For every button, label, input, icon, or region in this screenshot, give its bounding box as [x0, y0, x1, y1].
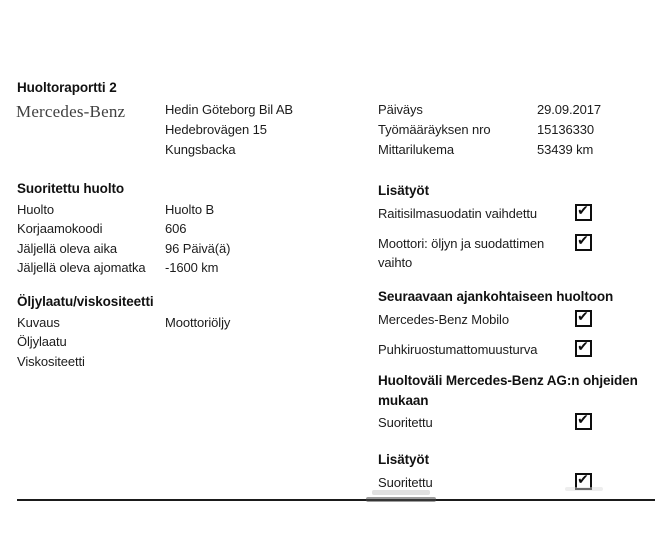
- kv-value-service: Huolto B: [165, 202, 215, 217]
- check-label-engine-oil-filter: Moottori: öljyn ja suodattimen vaihto: [378, 235, 545, 270]
- mercedes-benz-logo-text: Mercedes-Benz: [16, 102, 126, 121]
- footer-divider-line: [17, 499, 655, 501]
- check-icon: ✔: [577, 412, 589, 428]
- meta-label-odometer: Mittarilukema: [378, 142, 454, 157]
- section-heading-extra-work-2: Lisätyöt: [378, 452, 429, 467]
- scan-artifact: [565, 487, 603, 491]
- meta-value-odometer: 53439 km: [537, 142, 594, 157]
- section-heading-next-service: Seuraavaan ajankohtaiseen huoltoon: [378, 289, 614, 304]
- section-heading-performed-service: Suoritettu huolto: [17, 181, 125, 196]
- section-service-interval: [378, 371, 640, 443]
- meta-row-odometer: [378, 140, 601, 160]
- dealer-name: Hedin Göteborg Bil AB: [165, 102, 293, 117]
- kv-row-workshop-code: [17, 219, 230, 238]
- check-label-extra-performed: Suoritettu: [378, 474, 433, 490]
- check-row-cabin-filter: [378, 204, 640, 223]
- kv-label-service: Huolto: [17, 202, 54, 217]
- check-icon: ✔: [577, 308, 589, 325]
- section-heading-oil-quality: Öljylaatu/viskositeetti: [17, 294, 154, 309]
- scan-artifact: [372, 490, 430, 495]
- meta-value-order-number: 15136330: [537, 122, 595, 137]
- check-row-engine-oil-filter: [378, 234, 640, 272]
- check-label-mobilo: Mercedes-Benz Mobilo: [378, 311, 509, 327]
- meta-row-order-number: [378, 120, 601, 140]
- checkbox-mobilo[interactable]: [575, 310, 592, 327]
- kv-value-workshop-code: 606: [165, 221, 187, 237]
- kv-label-oil-grade: Öljylaatu: [17, 334, 67, 350]
- check-label-rust-protection: Puhkiruostumattomuusturva: [378, 341, 538, 357]
- check-icon: ✔: [577, 471, 589, 488]
- kv-row-oil-description: [17, 313, 230, 332]
- meta-label-order-number: Työmääräyksen nro: [378, 122, 491, 137]
- section-next-service: [378, 287, 640, 370]
- check-row-rust-protection: [378, 340, 640, 359]
- check-icon: ✔: [577, 338, 589, 355]
- kv-value-oil-description: Moottoriöljy: [165, 315, 231, 330]
- kv-row-remaining-distance: [17, 258, 230, 277]
- dealer-street: Hedebrovägen 15: [165, 122, 267, 137]
- kv-row-viscosity: [17, 352, 230, 371]
- kv-label-remaining-time: Jäljellä oleva aika: [17, 240, 117, 256]
- kv-label-remaining-distance: Jäljellä oleva ajomatka: [17, 260, 146, 276]
- kv-label-workshop-code: Korjaamokoodi: [17, 221, 103, 237]
- section-oil-quality: [17, 294, 230, 371]
- dealer-address: [165, 100, 293, 160]
- meta-label-date: Päiväys: [378, 102, 423, 117]
- checkbox-engine-oil-filter[interactable]: [575, 234, 592, 251]
- section-heading-extra-work: Lisätyöt: [378, 183, 429, 198]
- section-heading-service-interval: Huoltoväli Mercedes-Benz AG:n ohjeiden mukaan: [378, 373, 638, 408]
- dealer-city: Kungsbacka: [165, 142, 236, 157]
- kv-value-remaining-time: 96 Päivä(ä): [165, 240, 231, 256]
- meta-row-date: [378, 100, 601, 120]
- section-extra-work: [378, 181, 640, 283]
- kv-label-oil-description: Kuvaus: [17, 315, 60, 330]
- order-meta: [378, 100, 601, 160]
- kv-row-service: [17, 200, 230, 219]
- section-performed-service: [17, 181, 230, 278]
- check-icon: ✔: [577, 232, 589, 249]
- checkbox-rust-protection[interactable]: [575, 340, 592, 357]
- checkbox-interval-performed[interactable]: [575, 413, 592, 430]
- check-label-interval-performed: Suoritettu: [378, 415, 433, 430]
- check-row-mobilo: [378, 310, 640, 329]
- kv-value-remaining-distance: -1600 km: [165, 260, 219, 276]
- kv-label-viscosity: Viskositeetti: [17, 353, 85, 369]
- kv-row-oil-grade: [17, 332, 230, 351]
- page-title: Huoltoraportti 2: [17, 80, 117, 95]
- checkbox-cabin-filter[interactable]: [575, 204, 592, 221]
- check-row-interval-performed: [378, 413, 640, 432]
- kv-row-remaining-time: [17, 239, 230, 258]
- check-label-cabin-filter: Raitisilmasuodatin vaihdettu: [378, 205, 538, 221]
- scan-artifact: [366, 497, 436, 502]
- meta-value-date: 29.09.2017: [537, 102, 602, 117]
- check-icon: ✔: [577, 202, 589, 219]
